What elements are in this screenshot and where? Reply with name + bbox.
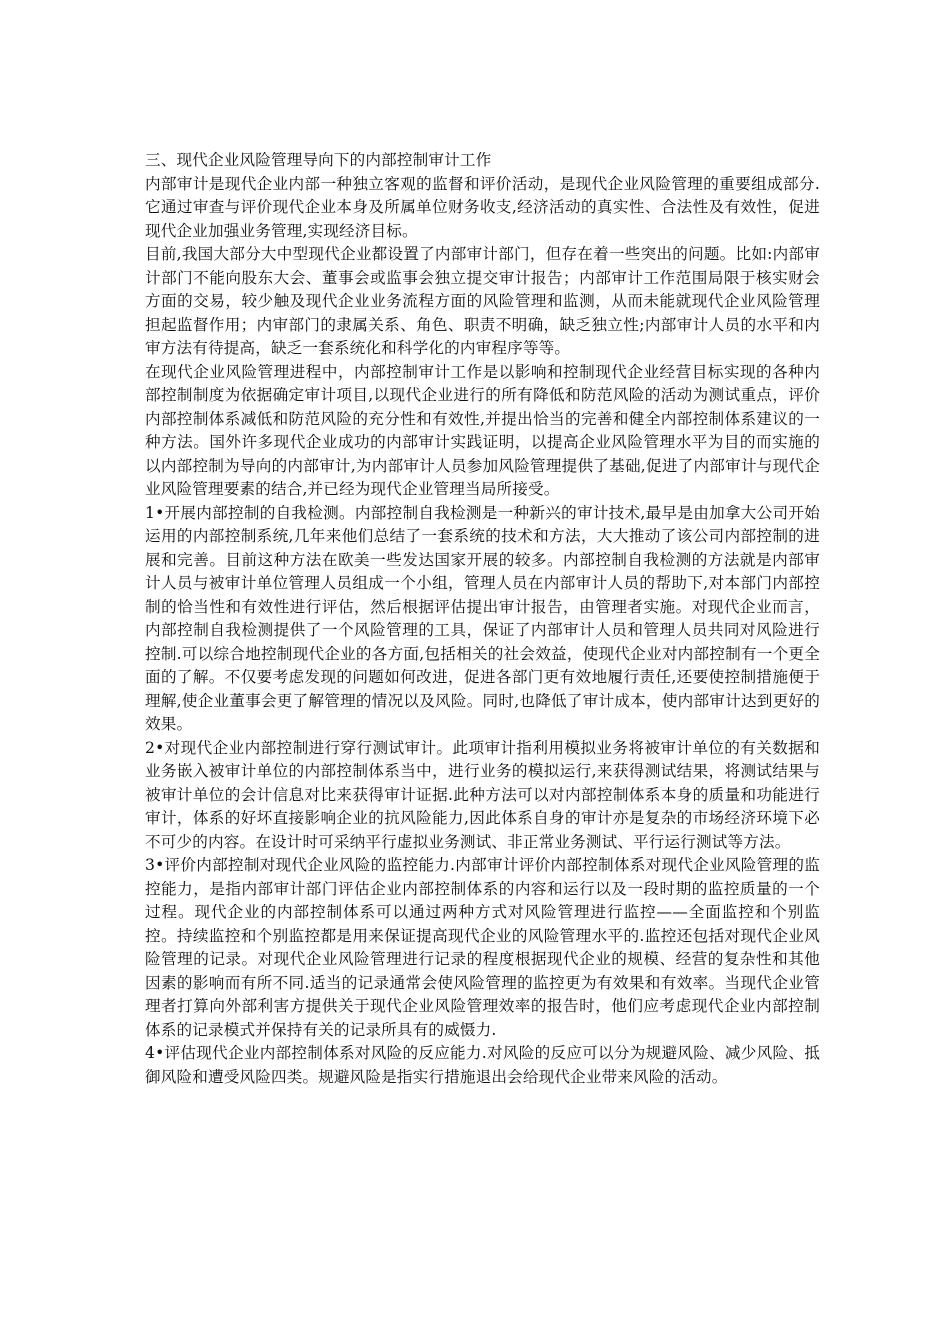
paragraph-intro: 内部审计是现代企业内部一种独立客观的监督和评价活动，是现代企业风险管理的重要组成部分.它通过审查与评价现代企业本身及所属单位财务收支,经济活动的真实性、合法性及有效性，促进现代企业加强业务管理,实现经济目标。 xyxy=(145,174,820,240)
paragraph-point-4: 4•评估现代企业内部控制体系对风险的反应能力.对风险的反应可以分为规避风险、减少风险、抵御风险和遭受风险四类。规避风险是指实行措施退出会给现代企业带来风险的活动。 xyxy=(145,1044,820,1086)
document-body xyxy=(145,149,820,1089)
paragraph-audit-method: 在现代企业风险管理进程中，内部控制审计工作是以影响和控制现代企业经营目标实现的各种内部控制制度为依据确定审计项目,以现代企业进行的所有降低和防范风险的活动为测试重点，评价内部控制体系减低和防范风险的充分性和有效性,并提出恰当的完善和健全内部控制体系建议的一种方法。国外许多现代企业成功的内部审计实践证明，以提高企业风险管理水平为目的而实施的以内部控制为导向的内部审计,为内部审计人员参加风险管理提供了基础,促进了内部审计与现代企业风险管理要素的结合,并已经为现代企业管理当局所接受。 xyxy=(145,362,820,498)
paragraph-point-3: 3•评价内部控制对现代企业风险的监控能力.内部审计评价内部控制体系对现代企业风险管理的监控能力，是指内部审计部门评估企业内部控制体系的内容和运行以及一段时期的监控质量的一个过程。现代企业的内部控制体系可以通过两种方式对风险管理进行监控——全面监控和个别监控。持续监控和个别监控都是用来保证提高现代企业的风险管理水平的.监控还包括对现代企业风险管理的记录。对现代企业风险管理进行记录的程度根据现代企业的规模、经营的复杂性和其他因素的影响而有所不同.适当的记录通常会使风险管理的监控更为有效果和有效率。当现代企业管理者打算向外部利害方提供关于现代企业风险管理效率的报告时，他们应考虑现代企业内部控制体系的记录模式并保持有关的记录所具有的威慑力. xyxy=(145,856,820,1039)
section-heading: 三、现代企业风险管理导向下的内部控制审计工作 xyxy=(145,151,492,169)
paragraph-point-1: 1•开展内部控制的自我检测。内部控制自我检测是一种新兴的审计技术,最早是由加拿大公司开始运用的内部控制系统,几年来他们总结了一套系统的技术和方法，大大推动了该公司内部控制的进展和完善。目前这种方法在欧美一些发达国家开展的较多。内部控制自我检测的方法就是内部审计人员与被审计单位管理人员组成一个小组，管理人员在内部审计人员的帮助下,对本部门内部控制的恰当性和有效性进行评估，然后根据评估提出审计报告，由管理者实施。对现代企业而言，内部控制自我检测提供了一个风险管理的工具，保证了内部审计人员和管理人员共同对风险进行控制.可以综合地控制现代企业的各方面,包括相关的社会效益，使现代企业对内部控制有一个更全面的了解。不仅要考虑发现的问题如何改进，促进各部门更有效地履行责任,还要使控制措施便于理解,使企业董事会更了解管理的情况以及风险。同时,也降低了审计成本，使内部审计达到更好的效果。 xyxy=(145,503,820,733)
paragraph-problems: 目前,我国大部分大中型现代企业都设置了内部审计部门，但存在着一些突出的问题。比如:内部审计部门不能向股东大会、董事会或监事会独立提交审计报告；内部审计工作范围局限于核实财会方面的交易，较少触及现代企业业务流程方面的风险管理和监测，从而未能就现代企业风险管理担起监督作用；内审部门的隶属关系、角色、职责不明确，缺乏独立性;内部审计人员的水平和内审方法有待提高，缺乏一套系统化和科学化的内审程序等等。 xyxy=(145,245,820,357)
paragraph-point-2: 2•对现代企业内部控制进行穿行测试审计。此项审计指利用模拟业务将被审计单位的有关数据和业务嵌入被审计单位的内部控制体系当中，进行业务的模拟运行,来获得测试结果，将测试结果与被审计单位的会计信息对比来获得审计证据.此种方法可以对内部控制体系本身的质量和功能进行审计，体系的好坏直接影响企业的抗风险能力,因此体系自身的审计亦是复杂的市场经济环境下必不可少的内容。在设计时可采纳平行虚拟业务测试、非正常业务测试、平行运行测试等方法。 xyxy=(145,738,820,851)
